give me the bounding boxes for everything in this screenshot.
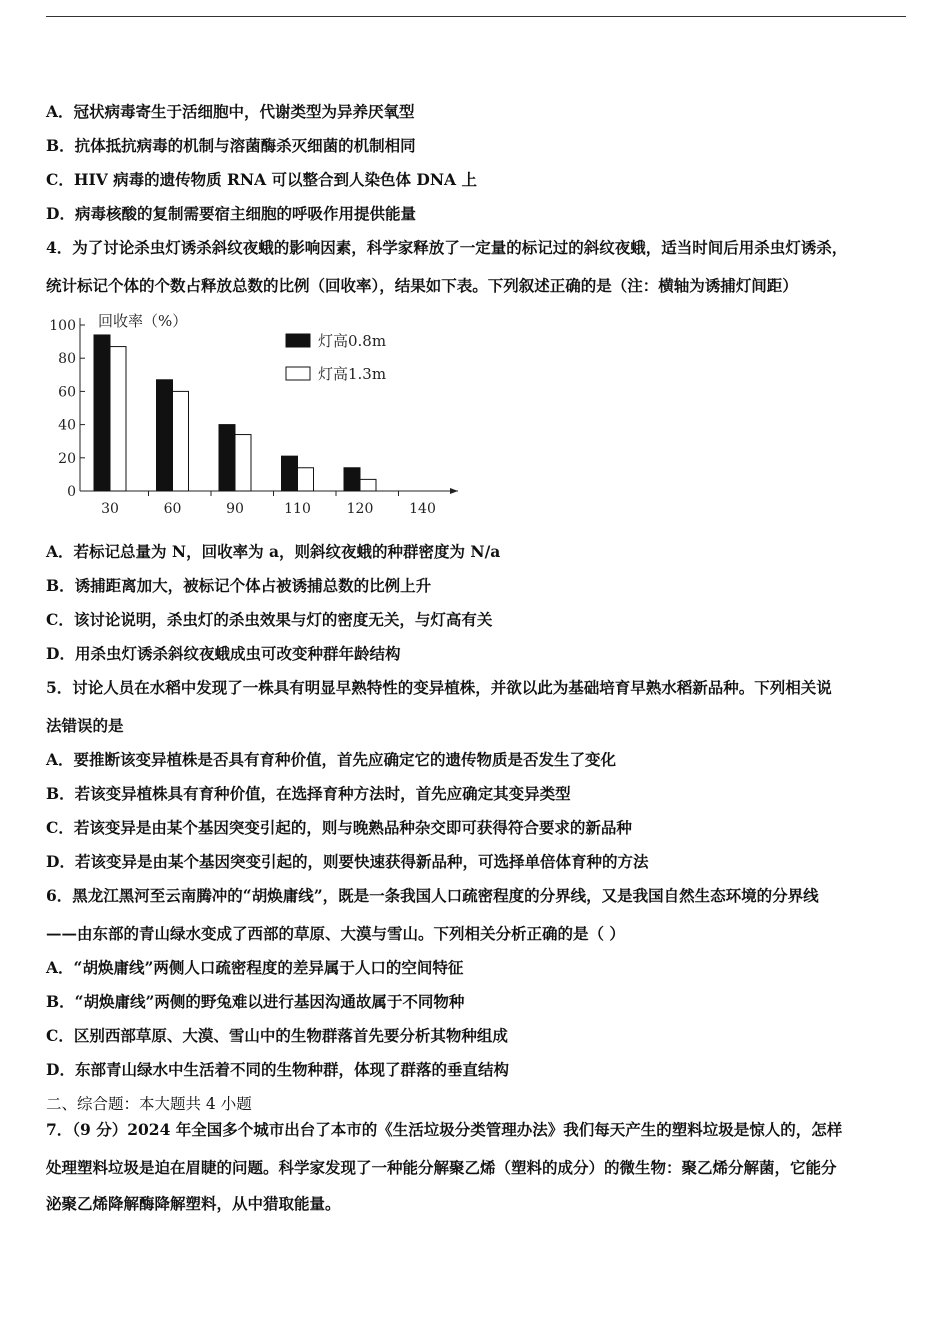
legend-swatch	[286, 367, 310, 380]
q4-option-d: D．用杀虫灯诱杀斜纹夜蛾成虫可改变种群年龄结构	[46, 644, 401, 663]
y-axis-label: 回收率（%）	[98, 312, 188, 330]
q5-option-c: C．若该变异是由某个基因突变引起的，则与晚熟品种杂交即可获得符合要求的新品种	[46, 818, 632, 837]
bar-light-0.8m	[219, 425, 235, 491]
x-tick-label: 30	[101, 501, 119, 517]
q4-option-c: C．该讨论说明，杀虫灯的杀虫效果与灯的密度无关，与灯高有关	[46, 610, 493, 629]
header-rule	[46, 16, 906, 17]
bar-light-0.8m	[344, 468, 360, 491]
q6-option-b: B．“胡焕庸线”两侧的野兔难以进行基因沟通故属于不同物种	[46, 992, 465, 1011]
recovery-rate-chart	[40, 308, 470, 518]
q6-option-c: C．区别西部草原、大漠、雪山中的生物群落首先要分析其物种组成	[46, 1026, 508, 1045]
x-tick-label: 120	[346, 501, 374, 517]
x-tick-label: 110	[284, 501, 311, 517]
legend-label: 灯高0.8m	[318, 332, 387, 350]
x-tick-label: 90	[226, 501, 244, 517]
x-axis-arrow	[450, 488, 458, 494]
q5-option-b: B．若该变异植株具有育种价值，在选择育种方法时，首先应确定其变异类型	[46, 784, 571, 803]
q7-line3: 泌聚乙烯降解酶降解塑料，从中猎取能量。	[46, 1194, 341, 1213]
q4-stem-line1: 4．为了讨论杀虫灯诱杀斜纹夜蛾的影响因素，科学家释放了一定量的标记过的斜纹夜蛾，适当时间后用杀虫灯诱杀，	[46, 238, 848, 257]
q7-line1: 7．（9 分）2024 年全国多个城市出台了本市的《生活垃圾分类管理办法》我们每天产生的塑料垃圾是惊人的，怎样	[46, 1120, 843, 1139]
q3-option-a: A．冠状病毒寄生于活细胞中，代谢类型为异养厌氧型	[46, 102, 415, 121]
q4-option-b: B．诱捕距离加大，被标记个体占被诱捕总数的比例上升	[46, 576, 432, 595]
chart-bars	[94, 335, 376, 491]
q4-option-a: A．若标记总量为 N，回收率为 a，则斜纹夜蛾的种群密度为 N/a	[46, 542, 501, 561]
x-tick-label: 140	[409, 501, 436, 517]
bar-light-1.3m	[235, 435, 251, 491]
q3-option-c: C．HIV 病毒的遗传物质 RNA 可以整合到人染色体 DNA 上	[46, 170, 477, 189]
q6-option-a: A．“胡焕庸线”两侧人口疏密程度的差异属于人口的空间特征	[46, 958, 464, 977]
y-tick-label: 100	[49, 318, 76, 334]
y-tick-label: 60	[58, 384, 76, 401]
y-tick-label: 0	[67, 484, 76, 500]
q5-stem-line2: 法错误的是	[46, 716, 124, 735]
q3-option-b: B．抗体抵抗病毒的机制与溶菌酶杀灭细菌的机制相同	[46, 136, 416, 155]
q3-option-d: D．病毒核酸的复制需要宿主细胞的呼吸作用提供能量	[46, 204, 416, 223]
y-tick-label: 20	[58, 450, 76, 467]
chart-legend	[286, 332, 386, 383]
bar-light-1.3m	[173, 391, 189, 491]
q6-stem-line1: 6．黑龙江黑河至云南腾冲的“胡焕庸线”，既是一条我国人口疏密程度的分界线，又是我国自然生态环境的分界线	[46, 886, 819, 905]
legend-swatch	[286, 334, 310, 347]
q6-option-d: D．东部青山绿水中生活着不同的生物种群，体现了群落的垂直结构	[46, 1060, 509, 1079]
x-tick-label: 60	[163, 501, 182, 517]
y-tick-label: 80	[58, 351, 76, 368]
bar-light-0.8m	[94, 335, 110, 491]
q5-option-a: A．要推断该变异植株是否具有育种价值，首先应确定它的遗传物质是否发生了变化	[46, 750, 617, 769]
q6-stem-line2: ——由东部的青山绿水变成了西部的草原、大漠与雪山。下列相关分析正确的是（ ）	[46, 924, 625, 943]
bar-light-0.8m	[157, 380, 173, 491]
y-tick-label: 40	[58, 417, 76, 434]
q5-option-d: D．若该变异是由某个基因突变引起的，则要快速获得新品种，可选择单倍体育种的方法	[46, 852, 649, 871]
bar-light-1.3m	[360, 479, 376, 491]
q7-line2: 处理塑料垃圾是迫在眉睫的问题。科学家发现了一种能分解聚乙烯（塑料的成分）的微生物：聚乙烯分解菌，它能分	[46, 1158, 837, 1177]
bar-light-0.8m	[282, 456, 298, 491]
bar-light-1.3m	[298, 468, 314, 491]
bar-light-1.3m	[110, 347, 126, 491]
section-heading: 二、综合题：本大题共 4 小题	[46, 1095, 252, 1113]
q4-stem-line2: 统计标记个体的个数占释放总数的比例（回收率），结果如下表。下列叙述正确的是（注：横轴为诱捕灯间距）	[46, 276, 798, 295]
legend-label: 灯高1.3m	[318, 365, 387, 383]
q5-stem-line1: 5．讨论人员在水稻中发现了一株具有明显早熟特性的变异植株，并欲以此为基础培育早熟水稻新品种。下列相关说	[46, 678, 832, 697]
